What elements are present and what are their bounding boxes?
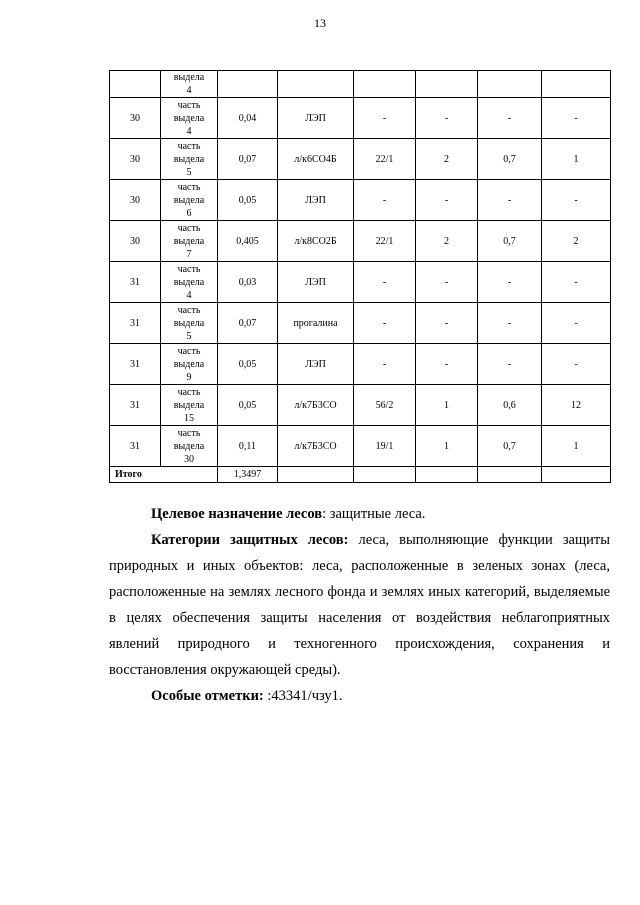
cell-type: прогалина [278,303,354,344]
table-row [110,180,611,221]
cell-quarter: 31 [110,426,161,467]
cell-c5: - [354,303,416,344]
cell-c6 [416,71,478,98]
cell-area: 0,05 [218,180,278,221]
cell-quarter [110,71,161,98]
cell-empty [278,467,354,483]
cell-type: ЛЭП [278,180,354,221]
purpose-label: Целевое назначение лесов [151,506,323,522]
page-number: 13 [314,16,326,30]
cell-type: ЛЭП [278,98,354,139]
purpose-value: : защитные леса. [322,506,426,522]
cell-c6: - [416,98,478,139]
cell-vydel-line: 15 [184,412,194,424]
cell-c6: - [416,180,478,221]
cell-c8: - [542,344,611,385]
forest-plots-table [109,70,611,483]
cell-type: л/к6СО4Б [278,139,354,180]
cell-vydel-line: выдела [173,112,205,124]
special-paragraph [109,683,610,709]
cell-vydel-line: выдела [173,153,205,165]
cell-c7: 0,6 [478,385,542,426]
cell-vydel-line: часть [177,263,201,275]
cell-area: 0,05 [218,385,278,426]
category-value: леса, выполняющие функции защиты природных и иных объектов: леса, расположенные в зеленых зонах (леса, расположенные на землях лесного фонда и землях иных категорий, выделяемые в целях обеспечения защиты населения от воздействия неблагоприятных явлений природного и техногенного происхождения, сохранения и восстановления окружающей среды). [109,532,610,678]
table-row [110,426,611,467]
cell-area: 0,04 [218,98,278,139]
cell-c5: 19/1 [354,426,416,467]
cell-c7: 0,7 [478,139,542,180]
special-label: Особые отметки: [151,688,264,704]
cell-area: 0,07 [218,303,278,344]
cell-vydel-line: часть [177,427,201,439]
table-row [110,344,611,385]
cell-c8 [542,71,611,98]
cell-c8: 12 [542,385,611,426]
cell-c5: 56/2 [354,385,416,426]
cell-vydel-line: выдела [173,276,205,288]
cell-quarter: 30 [110,221,161,262]
cell-c8: 1 [542,139,611,180]
cell-c8: - [542,303,611,344]
cell-vydel-line: выдела [173,235,205,247]
cell-type: л/к7Б3СО [278,426,354,467]
cell-area: 0,03 [218,262,278,303]
cell-c6: - [416,303,478,344]
cell-area: 0,05 [218,344,278,385]
table-row [110,139,611,180]
cell-vydel-line: 4 [186,85,192,96]
purpose-paragraph [109,501,610,527]
cell-vydel-line: выдела [173,440,205,452]
cell-vydel-line: выдела [173,194,205,206]
cell-c6: 1 [416,426,478,467]
cell-vydel-line: 7 [186,248,192,260]
cell-area: 0,405 [218,221,278,262]
table-row [110,221,611,262]
cell-vydel [161,71,218,98]
cell-c6: - [416,262,478,303]
total-area: 1,3497 [218,467,278,483]
cell-vydel-line: часть [177,304,201,316]
cell-vydel [161,262,218,303]
cell-vydel-line: выдела [173,72,205,83]
cell-type [278,71,354,98]
cell-quarter: 30 [110,98,161,139]
cell-type: ЛЭП [278,344,354,385]
cell-c6: 2 [416,221,478,262]
cell-empty [416,467,478,483]
table-row [110,98,611,139]
cell-c8: - [542,98,611,139]
cell-vydel [161,385,218,426]
cell-c6: 1 [416,385,478,426]
cell-vydel [161,221,218,262]
cell-quarter: 31 [110,385,161,426]
cell-type: л/к8СО2Б [278,221,354,262]
cell-vydel-line: часть [177,222,201,234]
table-body [110,71,611,483]
cell-vydel [161,180,218,221]
cell-c7: 0,7 [478,426,542,467]
cell-c7: - [478,98,542,139]
cell-c5: 22/1 [354,221,416,262]
cell-vydel-line: часть [177,386,201,398]
cell-quarter: 31 [110,262,161,303]
category-label: Категории защитных лесов: [151,532,349,548]
cell-vydel-line: 5 [186,166,192,178]
cell-vydel-line: 30 [184,453,194,465]
cell-vydel-line: выдела [173,317,205,329]
cell-c6: 2 [416,139,478,180]
special-value: :43341/чзу1. [263,688,343,704]
cell-vydel-line: 4 [186,125,192,137]
total-label: Итого [110,467,218,483]
table-row-total [110,467,611,483]
cell-area: 0,11 [218,426,278,467]
cell-empty [354,467,416,483]
cell-quarter: 31 [110,344,161,385]
cell-area: 0,07 [218,139,278,180]
cell-vydel-line: 5 [186,330,192,342]
body-text [109,501,610,709]
cell-c5: 22/1 [354,139,416,180]
cell-area [218,71,278,98]
category-paragraph [109,527,610,683]
cell-vydel [161,303,218,344]
cell-vydel-line: часть [177,181,201,193]
cell-c7: - [478,180,542,221]
cell-c8: - [542,180,611,221]
cell-c8: - [542,262,611,303]
cell-vydel [161,139,218,180]
cell-c7: - [478,344,542,385]
table-row [110,262,611,303]
cell-vydel-line: выдела [173,399,205,411]
cell-empty [542,467,611,483]
cell-c5: - [354,98,416,139]
cell-empty [478,467,542,483]
cell-vydel [161,426,218,467]
table-row [110,385,611,426]
cell-c6: - [416,344,478,385]
cell-quarter: 31 [110,303,161,344]
cell-c8: 1 [542,426,611,467]
cell-vydel-line: часть [177,345,201,357]
cell-vydel-line: 4 [186,289,192,301]
table-row-continued [110,71,611,98]
cell-vydel [161,344,218,385]
cell-c5: - [354,344,416,385]
cell-type: ЛЭП [278,262,354,303]
cell-c7: - [478,262,542,303]
cell-quarter: 30 [110,139,161,180]
cell-vydel [161,98,218,139]
cell-c7: - [478,303,542,344]
table-row [110,303,611,344]
cell-vydel-line: часть [177,140,201,152]
cell-vydel-line: 9 [186,371,192,383]
cell-vydel-line: 6 [186,207,192,219]
cell-c7: 0,7 [478,221,542,262]
cell-c8: 2 [542,221,611,262]
cell-quarter: 30 [110,180,161,221]
cell-vydel-line: часть [177,99,201,111]
cell-type: л/к7Б3СО [278,385,354,426]
cell-vydel-line: выдела [173,358,205,370]
cell-c7 [478,71,542,98]
cell-c5: - [354,180,416,221]
cell-c5 [354,71,416,98]
cell-c5: - [354,262,416,303]
